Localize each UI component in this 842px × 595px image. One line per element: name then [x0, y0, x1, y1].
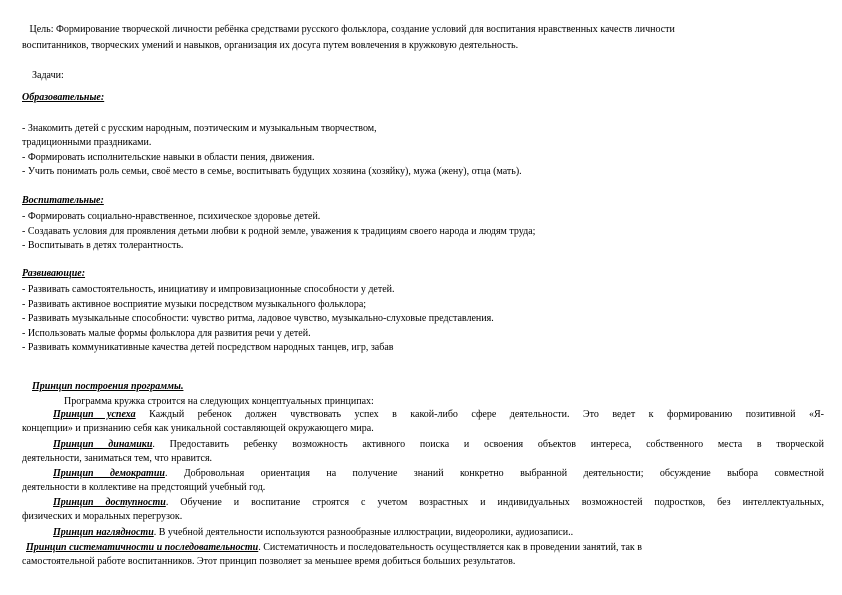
educational-item: - Учить понимать роль семьи, своё место в семье, воспитывать будущих хозяина (хозяйку), мужа (жену), отца (мать). [22, 166, 522, 177]
principle-systematic-line-1: Принцип систематичности и последовательности. Систематичность и последовательность осуществляется как в проведении занятий, так в [26, 542, 642, 553]
principle-democracy-line-2: деятельности в коллективе на предстоящий учебный год. [22, 482, 266, 493]
goal-text-1: Формирование творческой личности ребёнка средствами русского фольклора, создание условий для воспитания нравственных качеств личности [56, 24, 675, 35]
tasks-title: Задачи: [32, 70, 64, 81]
principle-accessibility-line-1: Принцип доступности. Обучение и воспитание строятся с учетом возрастных и индивидуальных возможностей подростков, без интеллектуальных, [53, 497, 824, 508]
principle-visibility-name: Принцип наглядности [53, 527, 154, 538]
upbringing-item: - Воспитывать в детях толерантность. [22, 240, 184, 251]
principle-visibility-line-1: Принцип наглядности. В учебной деятельности используются разнообразные иллюстрации, видеоролики, аудиозаписи.. [53, 527, 574, 538]
educational-item: - Формировать исполнительские навыки в области пения, движения. [22, 152, 315, 163]
upbringing-item: - Создавать условия для проявления детьми любви к родной земле, уважения к традициям своего народа и людям труда; [22, 226, 536, 237]
principle-success-line-2: концепции» и признанию себя как уникальной составляющей окружающего мира. [22, 423, 374, 434]
principle-dynamics-line-2: деятельности, заниматься тем, что нравится. [22, 453, 213, 464]
principle-systematic-name: Принцип систематичности и последовательности [26, 542, 259, 553]
principle-dynamics-line-1: Принцип динамики. Предоставить ребенку возможность активного поиска и освоения объектов интереса, собственного места в творческой [53, 439, 824, 450]
developmental-item: - Развивать коммуникативные качества детей посредством народных танцев, игр, забав [22, 342, 394, 353]
developmental-item: - Использовать малые формы фольклора для развития речи у детей. [22, 328, 311, 339]
goal-line-2: воспитанников, творческих умений и навыков, организация их досуга путем вовлечения в кружковую деятельность. [22, 40, 519, 51]
principle-accessibility-name: Принцип доступности [53, 497, 166, 508]
developmental-heading: Развивающие: [22, 268, 86, 279]
educational-heading: Образовательные: [22, 92, 105, 103]
principle-democracy-line-1: Принцип демократии. Добровольная ориентация на получение знаний конкретно выбранной деятельности; обсуждение выбора совместной [53, 468, 824, 479]
principle-democracy-name: Принцип демократии [53, 468, 165, 479]
developmental-item: - Развивать активное восприятие музыки посредством музыкального фольклора; [22, 299, 367, 310]
principle-dynamics-name: Принцип динамики [53, 439, 153, 450]
principles-heading: Принцип построения программы. [32, 381, 184, 392]
principles-intro: Программа кружка строится на следующих концептуальных принципах: [64, 396, 374, 407]
upbringing-heading: Воспитательные: [22, 195, 104, 206]
goal-label: Цель: [29, 24, 54, 35]
principle-success-name: Принцип успеха [53, 409, 136, 420]
educational-item: традиционными праздниками. [22, 137, 152, 148]
principle-systematic-line-2: самостоятельной работе воспитанников. Этот принцип позволяет за меньшее время добиться больших результатов. [22, 556, 516, 567]
educational-item: - Знакомить детей с русским народным, поэтическим и музыкальным творчеством, [22, 123, 377, 134]
developmental-item: - Развивать музыкальные способности: чувство ритма, ладовое чувство, музыкально-слуховые представления. [22, 313, 494, 324]
goal-line-1 [22, 24, 822, 36]
principle-success-line-1: Принцип успеха Каждый ребенок должен чувствовать успех в какой-либо сфере деятельности. Это ведет к формированию позитивной «Я- [53, 409, 824, 420]
upbringing-item: - Формировать социально-нравственное, психическое здоровье детей. [22, 211, 321, 222]
developmental-item: - Развивать самостоятельность, инициативу и импровизационные способности у детей. [22, 284, 395, 295]
principle-accessibility-line-2: физических и моральных перегрузок. [22, 511, 183, 522]
